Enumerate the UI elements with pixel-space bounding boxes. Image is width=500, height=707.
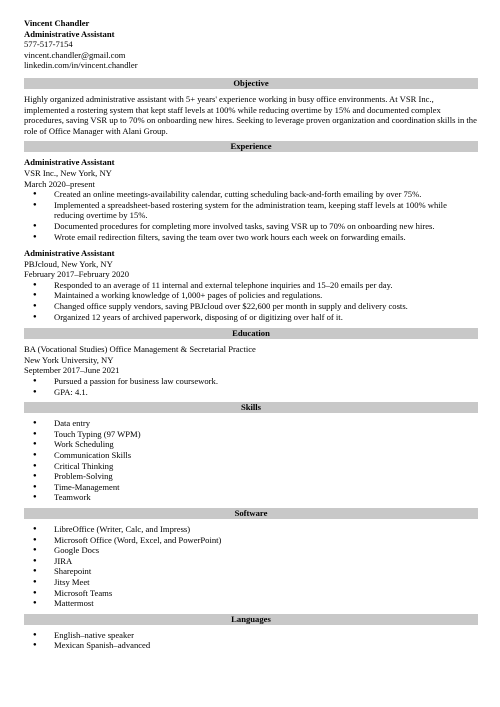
job-bullet: ● Documented procedures for completing more involved tasks, saving VSR up to 70% on onboarding new hires. bbox=[24, 221, 478, 232]
software-list bbox=[24, 524, 478, 609]
job-bullet: ● Maintained a working knowledge of 1,000+ pages of policies and regulations. bbox=[24, 290, 478, 301]
skill-item: ● Work Scheduling bbox=[24, 439, 478, 450]
software-item: ● Microsoft Teams bbox=[24, 588, 478, 599]
software-item: ● Google Docs bbox=[24, 545, 478, 556]
objective-text: Highly organized administrative assistant with 5+ years' experience working in busy office environments. At VSR Inc., implemented a rostering system that kept staff levels at 100% while reducing overtime by 15% and documented complex procedures, saving VSR up to 70% on onboarding new hires. Seeking to leverage proven organization and coordination skills in the role of Office Manager with Alani Group. bbox=[24, 93, 477, 136]
software-heading: Software bbox=[24, 508, 478, 519]
skill-item: ● Critical Thinking bbox=[24, 461, 478, 472]
school: New York University, NY bbox=[24, 354, 114, 365]
phone-number: 577-517-7154 bbox=[24, 39, 73, 50]
software-item: ● LibreOffice (Writer, Calc, and Impress) bbox=[24, 524, 478, 535]
experience-list bbox=[24, 157, 478, 322]
skill-item: ● Touch Typing (97 WPM) bbox=[24, 429, 478, 440]
skill-item: ● Data entry bbox=[24, 418, 478, 429]
software-item: ● Jitsy Meet bbox=[24, 577, 478, 588]
education-bullet: ● Pursued a passion for business law coursework. bbox=[24, 376, 478, 387]
job-bullets bbox=[24, 280, 478, 322]
skill-item: ● Time-Management bbox=[24, 482, 478, 493]
candidate-name: Vincent Chandler bbox=[24, 18, 90, 28]
resume-header bbox=[24, 18, 478, 71]
objective-heading: Objective bbox=[24, 78, 478, 89]
degree: BA (Vocational Studies) Office Management & Secretarial Practice bbox=[24, 344, 256, 355]
education-bullet: ● GPA: 4.1. bbox=[24, 387, 478, 398]
software-item: ● Mattermost bbox=[24, 598, 478, 609]
experience-heading: Experience bbox=[24, 141, 478, 152]
job-title: Administrative Assistant bbox=[24, 157, 115, 168]
job-bullet: ● Implemented a spreadsheet-based rostering system for the administration team, keeping staff levels at 100% while reducing overtime by 15%. bbox=[24, 200, 478, 221]
job-bullet: ● Changed office supply vendors, saving PBJcloud over $22,600 per month in supply and delivery costs. bbox=[24, 301, 478, 312]
skills-heading: Skills bbox=[24, 402, 478, 413]
languages-heading: Languages bbox=[24, 614, 478, 625]
software-item: ● Sharepoint bbox=[24, 566, 478, 577]
linkedin-url: linkedin.com/in/vincent.chandler bbox=[24, 60, 138, 71]
job-company: VSR Inc., New York, NY bbox=[24, 167, 112, 178]
skills-list bbox=[24, 418, 478, 503]
job-bullets bbox=[24, 189, 478, 242]
job-entry bbox=[24, 157, 478, 242]
education-entry bbox=[24, 344, 478, 397]
education-dates: September 2017–June 2021 bbox=[24, 365, 120, 376]
job-dates: February 2017–February 2020 bbox=[24, 269, 130, 280]
email-address: vincent.chandler@gmail.com bbox=[24, 49, 126, 60]
candidate-title: Administrative Assistant bbox=[24, 28, 115, 39]
job-dates: March 2020–present bbox=[24, 178, 95, 189]
software-item: ● Microsoft Office (Word, Excel, and PowerPoint) bbox=[24, 535, 478, 546]
education-bullets bbox=[24, 376, 478, 397]
software-item: ● JIRA bbox=[24, 556, 478, 567]
education-heading: Education bbox=[24, 328, 478, 339]
language-item: ● Mexican Spanish–advanced bbox=[24, 640, 478, 651]
job-company: PBJcloud, New York, NY bbox=[24, 258, 113, 269]
skill-item: ● Teamwork bbox=[24, 492, 478, 503]
job-bullet: ● Wrote email redirection filters, saving the team over two work hours each week on forwarding emails. bbox=[24, 232, 478, 243]
job-title: Administrative Assistant bbox=[24, 248, 115, 259]
job-bullet: ● Created an online meetings-availability calendar, cutting scheduling back-and-forth emailing by over 75%. bbox=[24, 189, 478, 200]
language-item: ● English–native speaker bbox=[24, 630, 478, 641]
skill-item: ● Communication Skills bbox=[24, 450, 478, 461]
skill-item: ● Problem-Solving bbox=[24, 471, 478, 482]
languages-list bbox=[24, 630, 478, 651]
job-bullet: ● Responded to an average of 11 internal and external telephone inquiries and 15–20 emails per day. bbox=[24, 280, 478, 291]
job-entry bbox=[24, 248, 478, 322]
job-bullet: ● Organized 12 years of archived paperwork, disposing of or digitizing over half of it. bbox=[24, 312, 478, 323]
